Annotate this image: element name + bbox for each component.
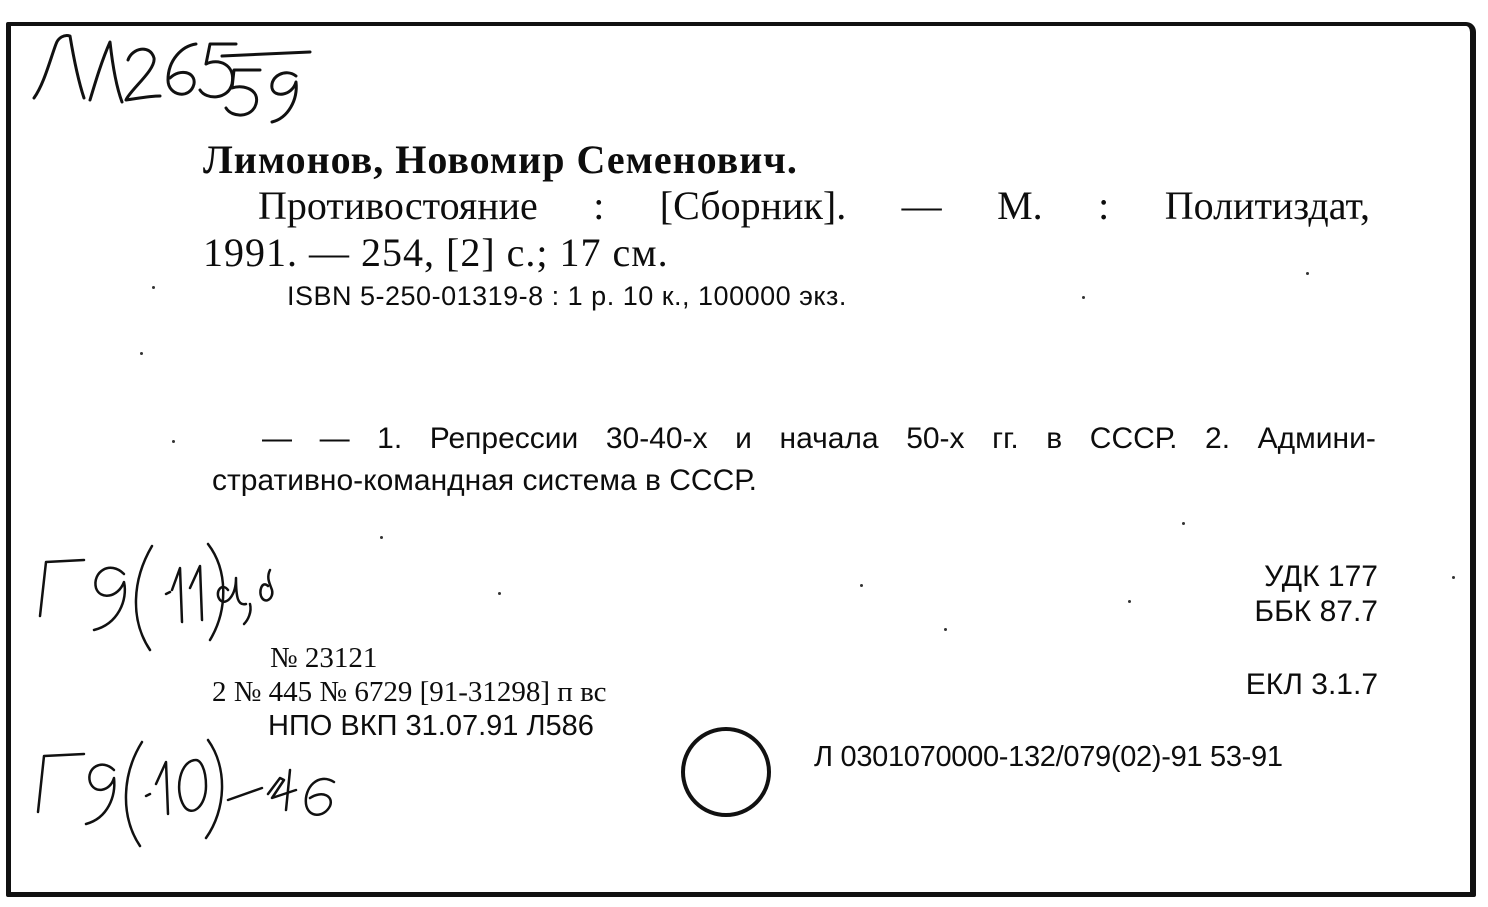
record-subjects-line-2: стративно-командная система в СССР. bbox=[212, 464, 757, 497]
scan-speck bbox=[1452, 576, 1455, 579]
subject-word: в bbox=[1046, 422, 1063, 455]
record-isbn: ISBN 5-250-01319-8 : 1 р. 10 к., 100000 экз. bbox=[287, 281, 847, 311]
title-word: — bbox=[901, 183, 942, 228]
title-word: : bbox=[593, 183, 605, 228]
scan-speck bbox=[152, 286, 155, 289]
ekl-index: ЕКЛ 3.1.7 bbox=[1245, 668, 1378, 701]
card-number: № 23121 bbox=[270, 642, 378, 674]
title-word: М. bbox=[997, 183, 1043, 228]
record-imprint: 1991. — 254, [2] с.; 17 см. bbox=[203, 230, 669, 275]
record-author: Лимонов, Новомир Семенович. bbox=[203, 137, 798, 182]
scan-speck bbox=[860, 584, 863, 587]
scan-speck bbox=[1182, 522, 1185, 525]
scan-speck bbox=[1306, 272, 1309, 275]
title-word: [Сборник]. bbox=[659, 183, 847, 228]
scan-speck bbox=[380, 536, 383, 539]
scan-speck bbox=[1128, 600, 1131, 603]
scan-speck bbox=[140, 352, 143, 355]
title-word: Противостояние bbox=[258, 183, 538, 228]
subject-word: — bbox=[262, 422, 292, 455]
record-subjects-line-1 bbox=[262, 424, 1376, 454]
scan-speck bbox=[1082, 296, 1085, 299]
scan-speck bbox=[172, 440, 175, 443]
subject-word: гг. bbox=[992, 422, 1019, 455]
scan-speck bbox=[944, 628, 947, 631]
order-line: 2 № 445 № 6729 [91-31298] п вс bbox=[212, 676, 607, 708]
publication-code: Л 0301070000-132/079(02)-91 53-91 bbox=[814, 741, 1283, 773]
udk-index: УДК 177 bbox=[1264, 560, 1378, 593]
subject-word: начала bbox=[779, 422, 879, 455]
subject-word: Админи- bbox=[1257, 422, 1376, 455]
title-word: Политиздат, bbox=[1164, 183, 1370, 228]
title-word: : bbox=[1098, 183, 1110, 228]
subject-word: 30-40-х bbox=[605, 422, 708, 455]
subject-word: и bbox=[735, 422, 752, 455]
subject-word: — bbox=[319, 422, 350, 455]
npo-line: НПО ВКП 31.07.91 Л586 bbox=[268, 710, 594, 742]
subject-word: 1. bbox=[377, 422, 403, 455]
scan-speck bbox=[498, 592, 501, 595]
record-title-line bbox=[258, 183, 1370, 228]
subject-word: Репрессии bbox=[429, 422, 579, 455]
bbk-index: ББК 87.7 bbox=[1254, 595, 1378, 628]
subject-word: 2. bbox=[1205, 422, 1231, 455]
subject-word: 50-х bbox=[906, 422, 965, 455]
subject-word: СССР. bbox=[1089, 422, 1178, 455]
